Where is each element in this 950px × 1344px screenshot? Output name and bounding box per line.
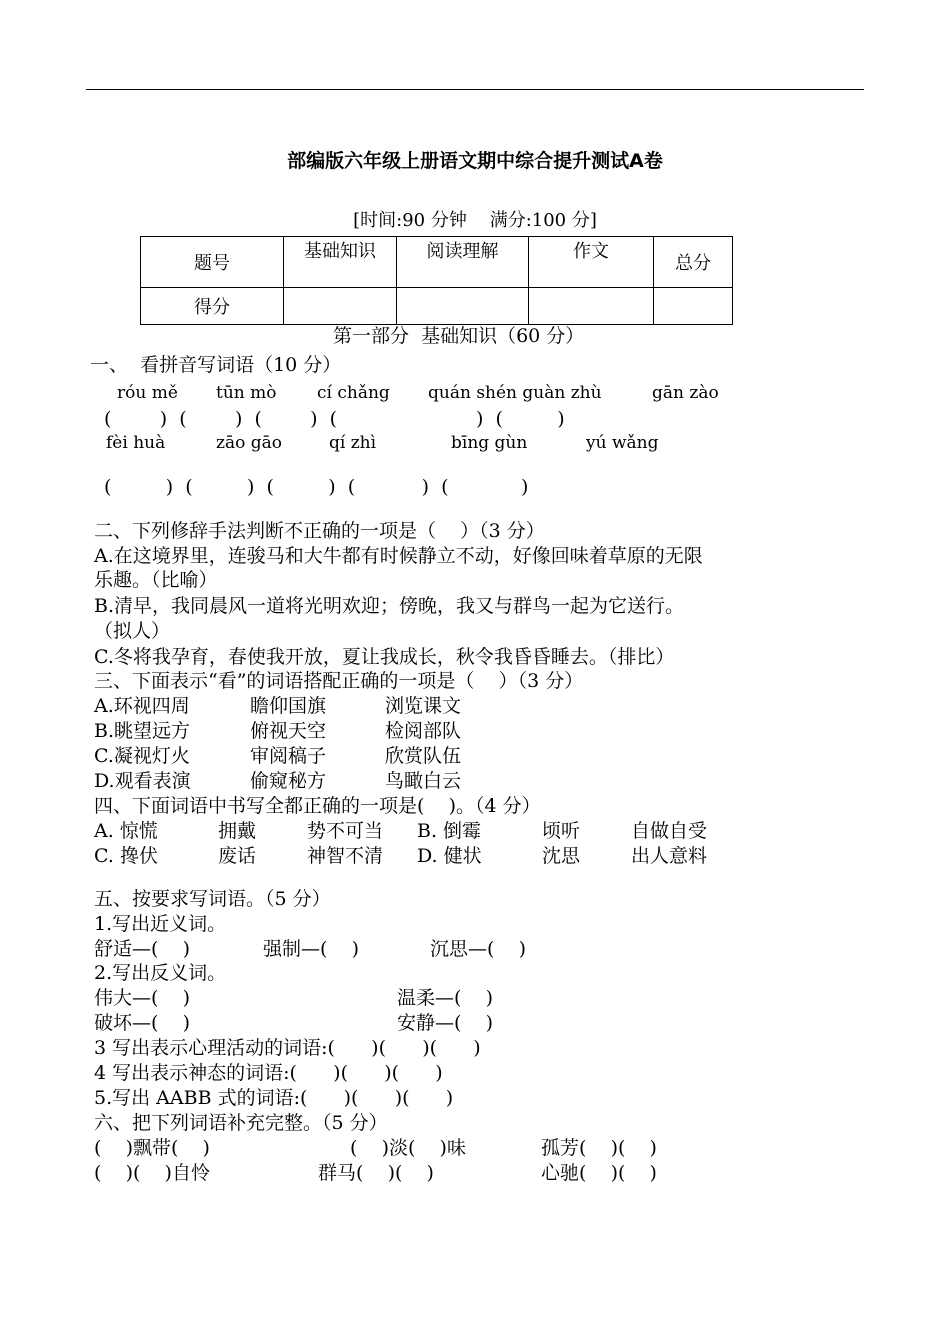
score-cell[interactable] <box>529 288 654 325</box>
fill-blank[interactable]: 群马( )( ) <box>318 1162 434 1184</box>
fill-blank[interactable]: 4 写出表示神态的词语:( )( )( ) <box>94 1062 443 1084</box>
q4-heading: 四、下面词语中书写全都正确的一项是( )。（4 分） <box>94 795 541 817</box>
fill-blank[interactable]: 温柔—( ) <box>397 987 493 1009</box>
row-label-score: 得分 <box>141 288 284 325</box>
pinyin: gān zào <box>652 383 719 403</box>
fill-blank[interactable]: 伟大—( ) <box>94 987 190 1009</box>
fill-blank[interactable]: 孤芳( )( ) <box>541 1137 657 1159</box>
header-rule <box>86 89 864 90</box>
fill-blank[interactable]: 沉思—( ) <box>430 938 526 960</box>
pinyin: bīng gùn <box>451 433 528 453</box>
fill-blank[interactable]: 舒适—( ) <box>94 938 190 960</box>
q2-heading: 二、下列修辞手法判断不正确的一项是（ ）（3 分） <box>94 520 545 542</box>
q4-option: B. 倒霉 <box>417 820 482 842</box>
q4-option: 出人意料 <box>631 845 708 867</box>
answer-blanks[interactable]: ( ) ( ) ( ) ( ) ( ) <box>104 476 529 498</box>
q3-option: 欣赏队伍 <box>385 745 462 767</box>
q4-option: C. 搀伏 <box>94 845 158 867</box>
fill-blank[interactable]: ( )飘带( ) <box>94 1137 210 1159</box>
q2-option-line: A.在这境界里，连骏马和大牛都有时候静立不动，好像回味着草原的无限 <box>94 545 703 567</box>
q3-option: 瞻仰国旗 <box>250 695 327 717</box>
q1-heading: 一、 看拼音写词语（10 分） <box>90 354 342 376</box>
q3-option: 审阅稿子 <box>250 745 327 767</box>
fill-blank[interactable]: ( )淡( )味 <box>350 1137 466 1159</box>
q4-option: 顷听 <box>542 820 581 842</box>
q2-option-line: C.冬将我孕育，春使我开放，夏让我成长，秋令我昏昏睡去。（排比） <box>94 646 675 668</box>
pinyin: fèi huà <box>106 433 166 453</box>
pinyin: cí chǎng <box>317 383 390 403</box>
q4-option: 拥戴 <box>218 820 257 842</box>
pinyin: qí zhì <box>329 433 377 453</box>
fill-blank[interactable]: ( )( )自怜 <box>94 1162 210 1184</box>
score-table <box>140 236 733 325</box>
q3-option: B.眺望远方 <box>94 720 191 742</box>
header-cell-number: 题号 <box>141 237 284 288</box>
fill-blank[interactable]: 强制—( ) <box>263 938 359 960</box>
header-cell-essay: 作文 <box>529 237 654 288</box>
header-cell-basics: 基础知识 <box>284 237 397 288</box>
q6-heading: 六、把下列词语补充完整。（5 分） <box>94 1112 388 1134</box>
q3-option: 检阅部队 <box>385 720 462 742</box>
fill-blank[interactable]: 3 写出表示心理活动的词语:( )( )( ) <box>94 1037 481 1059</box>
q3-option: 偷窥秘方 <box>250 770 327 792</box>
pinyin: tūn mò <box>216 383 277 403</box>
q2-option-line: B.清早，我同晨风一道将光明欢迎；傍晚，我又与群鸟一起为它送行。 <box>94 595 685 617</box>
q3-option: A.环视四周 <box>94 695 190 717</box>
q3-option: C.凝视灯火 <box>94 745 190 767</box>
part1-heading: 第一部分 基础知识（60 分） <box>333 325 585 347</box>
q5-sub-heading: 1.写出近义词。 <box>94 913 227 935</box>
q4-option: A. 惊慌 <box>94 820 158 842</box>
score-cell[interactable] <box>397 288 529 325</box>
q4-option: 废话 <box>218 845 257 867</box>
q4-option: 神智不清 <box>307 845 384 867</box>
q2-option-line: （拟人） <box>94 620 171 642</box>
q4-option: 势不可当 <box>307 820 384 842</box>
pinyin: yú wǎng <box>586 433 659 453</box>
q4-option: 自做自受 <box>631 820 708 842</box>
q5-sub-heading: 2.写出反义词。 <box>94 962 227 984</box>
q3-option: D.观看表演 <box>94 770 191 792</box>
q3-heading: 三、下面表示“看”的词语搭配正确的一项是（ ）（3 分） <box>94 670 584 692</box>
q5-heading: 五、按要求写词语。（5 分） <box>94 888 331 910</box>
q4-option: 沈思 <box>542 845 581 867</box>
q3-option: 浏览课文 <box>385 695 462 717</box>
exam-meta: [时间:90 分钟 满分:100 分] <box>353 210 597 231</box>
score-cell[interactable] <box>654 288 733 325</box>
page-title: 部编版六年级上册语文期中综合提升测试A卷 <box>287 150 663 172</box>
q3-option: 俯视天空 <box>250 720 327 742</box>
fill-blank[interactable]: 安静—( ) <box>397 1012 493 1034</box>
header-cell-reading: 阅读理解 <box>397 237 529 288</box>
pinyin: róu mě <box>117 383 178 403</box>
pinyin: zāo gāo <box>216 433 282 453</box>
q2-option-line: 乐趣。（比喻） <box>94 569 218 591</box>
answer-blanks[interactable]: ( ) ( ) ( ) ( ) ( ) <box>104 408 565 430</box>
q3-option: 鸟瞰白云 <box>385 770 462 792</box>
fill-blank[interactable]: 心驰( )( ) <box>541 1162 657 1184</box>
fill-blank[interactable]: 破坏—( ) <box>94 1012 190 1034</box>
fill-blank[interactable]: 5.写出 AABB 式的词语:( )( )( ) <box>94 1087 454 1109</box>
q4-option: D. 健状 <box>417 845 482 867</box>
score-cell[interactable] <box>284 288 397 325</box>
pinyin: quán shén guàn zhù <box>428 383 602 403</box>
header-cell-total: 总分 <box>654 237 733 288</box>
